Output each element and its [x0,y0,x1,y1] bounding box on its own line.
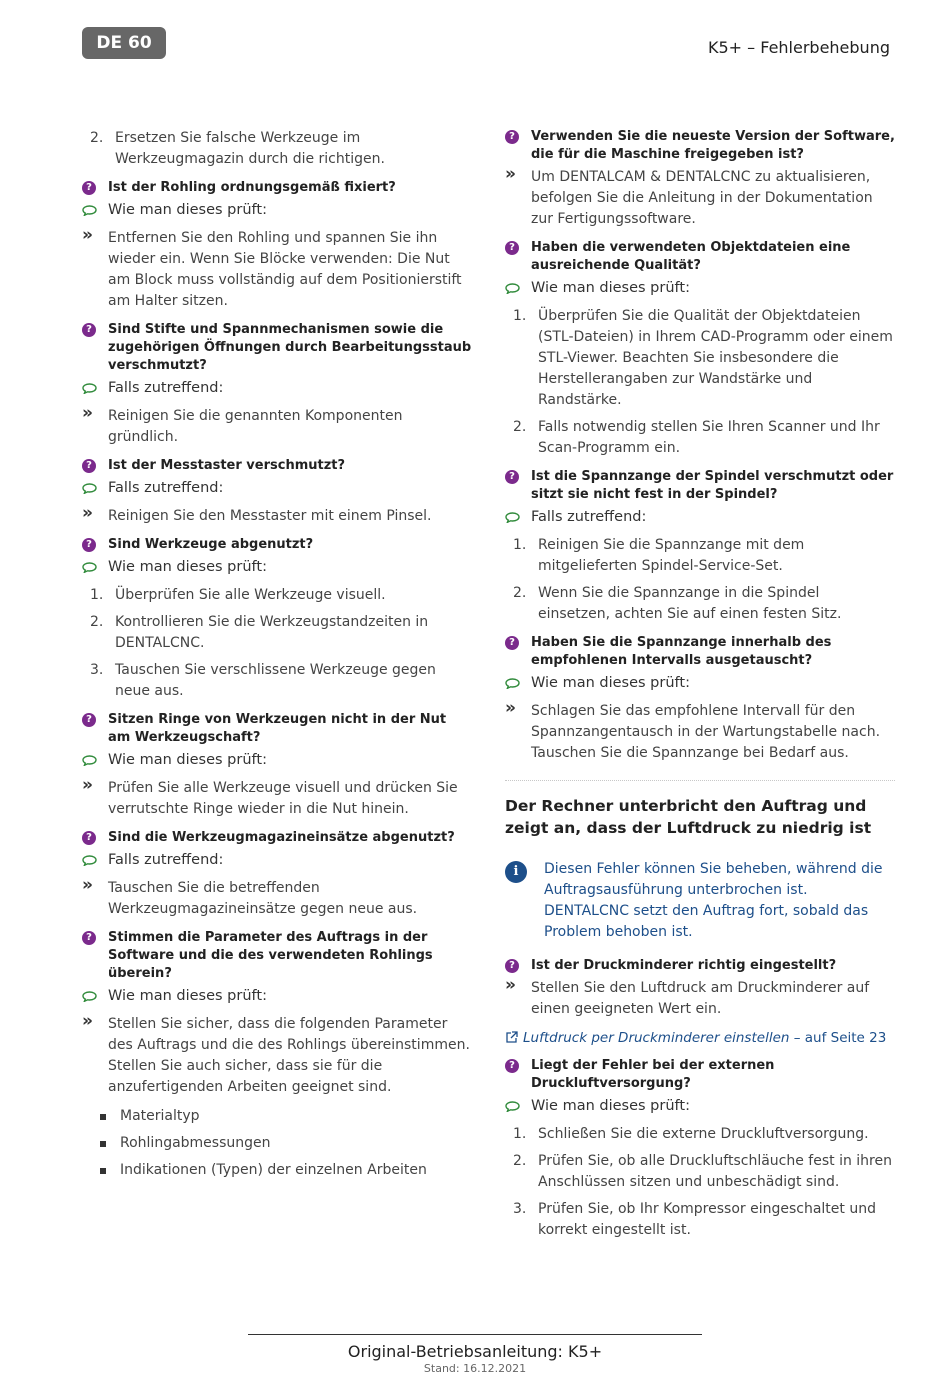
double-chevron-icon: » [505,698,516,718]
step-text: Wenn Sie die Spannzange in die Spindel einsetzen, achten Sie auf einen festen Sitz. [538,585,842,622]
question-circle-icon: ? [82,931,96,945]
speech-bubble-icon [82,562,97,573]
double-chevron-icon: » [505,164,516,184]
list-item [82,585,472,606]
speech-bubble-icon [82,855,97,866]
step-number: 1. [513,537,527,553]
list-item [82,660,472,702]
speech-bubble-icon [505,512,520,523]
list-item [82,128,472,170]
step-number: 2. [513,419,527,435]
action-line [505,698,895,764]
check-line [82,478,472,498]
bullet-text: Indikationen (Typen) der einzelnen Arbeiten [120,1162,427,1178]
check-line [82,850,472,870]
question-circle-icon: ? [505,241,519,255]
step-number: 2. [90,614,104,630]
step-text: Prüfen Sie, ob Ihr Kompressor eingeschaltet und korrekt eingestellt ist. [538,1201,876,1238]
action-text: Um DENTALCAM & DENTALCNC zu aktualisieren, befolgen Sie die Anleitung in der Dokumentation zur Fertigungssoftware. [531,169,873,227]
external-link-icon [505,1031,518,1044]
question-heading [82,179,472,197]
question-heading [505,1057,895,1093]
step-number: 1. [513,308,527,324]
step-list [505,306,895,459]
check-label: Wie man dieses prüft: [108,988,267,1004]
double-chevron-icon: » [505,975,516,995]
question-circle-icon: ? [82,538,96,552]
action-line [82,403,472,448]
step-text: Schließen Sie die externe Druckluftversorgung. [538,1126,869,1142]
question-heading [82,929,472,983]
question-heading [505,128,895,164]
step-number: 2. [513,585,527,601]
step-text: Überprüfen Sie alle Werkzeuge visuell. [115,587,386,603]
question-text: Liegt der Fehler bei der externen Druckluftversorgung? [531,1058,775,1091]
question-heading [82,829,472,847]
check-label: Falls zutreffend: [108,380,224,396]
question-circle-icon: ? [505,636,519,650]
question-heading [505,468,895,504]
check-label: Falls zutreffend: [108,852,224,868]
question-text: Ist der Messtaster verschmutzt? [108,458,346,473]
action-text: Entfernen Sie den Rohling und spannen Sie ihn wieder ein. Wenn Sie Blöcke verwenden: Die Nut am Block muss vollständig auf dem Positionierstift am Halter sitzen. [108,230,462,309]
double-chevron-icon: » [82,403,93,423]
bullet-text: Materialtyp [120,1108,200,1124]
action-line [82,225,472,312]
question-circle-icon: ? [82,181,96,195]
question-text: Verwenden Sie die neueste Version der Software, die für die Maschine freigegeben ist? [531,129,895,162]
step-list [82,585,472,702]
question-circle-icon: ? [505,470,519,484]
check-label: Falls zutreffend: [108,480,224,496]
step-number: 3. [90,662,104,678]
action-line [82,1011,472,1098]
check-label: Wie man dieses prüft: [108,752,267,768]
question-heading [82,457,472,475]
double-chevron-icon: » [82,225,93,245]
footer-divider [248,1334,702,1335]
speech-bubble-icon [82,383,97,394]
list-item [82,1106,472,1127]
action-line [82,875,472,920]
action-text: Prüfen Sie alle Werkzeuge visuell und drücken Sie verrutschte Ringe wieder in die Nut hinein. [108,780,458,817]
step-text: Prüfen Sie, ob alle Druckluftschläuche fest in ihren Anschlüssen sitzen und unbeschädigt sind. [538,1153,892,1190]
action-line [82,775,472,820]
check-line [505,673,895,693]
speech-bubble-icon [505,678,520,689]
right-column [505,128,895,1247]
question-heading [505,634,895,670]
check-line [505,1096,895,1116]
double-chevron-icon: » [82,1011,93,1031]
bullet-square-icon [100,1141,106,1147]
check-label: Wie man dieses prüft: [531,675,690,691]
speech-bubble-icon [505,283,520,294]
question-circle-icon: ? [82,323,96,337]
step-number: 3. [513,1201,527,1217]
step-number: 1. [513,1126,527,1142]
list-item [505,1124,895,1145]
list-item [505,583,895,625]
check-label: Wie man dieses prüft: [531,1098,690,1114]
step-number: 2. [513,1153,527,1169]
speech-bubble-icon [82,755,97,766]
left-column [82,128,472,1187]
speech-bubble-icon [82,483,97,494]
question-text: Ist der Druckminderer richtig eingestellt? [531,958,837,973]
question-text: Ist der Rohling ordnungsgemäß fixiert? [108,180,396,195]
step-number: 2. [90,130,104,146]
info-text: Diesen Fehler können Sie beheben, während die Auftragsausführung unterbrochen ist. DENTALCNC setzt den Auftrag fort, sobald das Problem behoben ist. [544,861,883,940]
step-list [505,535,895,625]
question-heading [505,239,895,275]
check-line [82,986,472,1006]
question-text: Sind Stifte und Spannmechanismen sowie die zugehörigen Öffnungen durch Bearbeitungsstaub verschmutzt? [108,322,472,373]
question-text: Haben Sie die Spannzange innerhalb des empfohlenen Intervalls ausgetauscht? [531,635,832,668]
question-text: Haben die verwendeten Objektdateien eine ausreichende Qualität? [531,240,851,273]
step-text: Falls notwendig stellen Sie Ihren Scanner und Ihr Scan-Programm ein. [538,419,880,456]
question-heading [82,711,472,747]
list-item [505,1199,895,1241]
intro-step-list [82,128,472,170]
action-line [505,164,895,230]
page-number-badge: DE 60 [82,27,166,59]
bullet-list [82,1106,472,1181]
double-chevron-icon: » [82,775,93,795]
question-text: Ist die Spannzange der Spindel verschmutzt oder sitzt sie nicht fest in der Spindel? [531,469,894,502]
action-text: Stellen Sie sicher, dass die folgenden Parameter des Auftrags und die des Rohlings übereinstimmen. Stellen Sie auch sicher, dass sie für die anzufertigenden Arbeiten geeignet sind. [108,1016,470,1095]
list-item [505,535,895,577]
cross-reference-link[interactable] [505,1028,895,1048]
action-text: Reinigen Sie die genannten Komponenten gründlich. [108,408,403,445]
footer-title: Original-Betriebsanleitung: K5+ [347,1342,603,1361]
action-text: Tauschen Sie die betreffenden Werkzeugmagazineinsätze gegen neue aus. [108,880,418,917]
question-circle-icon: ? [505,1059,519,1073]
question-circle-icon: ? [82,459,96,473]
list-item [505,417,895,459]
header-section-title: K5+ – Fehlerbehebung [707,38,890,57]
link-text[interactable]: Luftdruck per Druckminderer einstellen [523,1030,790,1046]
question-heading [82,536,472,554]
step-text: Tauschen Sie verschlissene Werkzeuge gegen neue aus. [115,662,436,699]
question-heading [82,321,472,375]
question-circle-icon: ? [505,130,519,144]
list-item [505,306,895,411]
list-item [82,612,472,654]
list-item [82,1133,472,1154]
bullet-square-icon [100,1114,106,1120]
action-text: Schlagen Sie das empfohlene Intervall für den Spannzangentausch in der Wartungstabelle nach. Tauschen Sie die Spannzange bei Bedarf aus. [531,703,881,761]
question-circle-icon: ? [82,831,96,845]
step-text: Überprüfen Sie die Qualität der Objektdateien (STL-Dateien) in Ihrem CAD-Programm oder einem STL-Viewer. Beachten Sie insbesondere die Herstellerangaben zur Wandstärke und Randstärke. [538,308,893,408]
question-text: Sind Werkzeuge abgenutzt? [108,537,314,552]
list-item [82,1160,472,1181]
step-text: Reinigen Sie die Spannzange mit dem mitgelieferten Spindel-Service-Set. [538,537,805,574]
footer-date: Stand: 16.12.2021 [423,1362,527,1375]
step-number: 1. [90,587,104,603]
speech-bubble-icon [82,991,97,1002]
check-label: Wie man dieses prüft: [108,559,267,575]
info-circle-icon: i [505,861,527,883]
double-chevron-icon: » [82,503,93,523]
bullet-text: Rohlingabmessungen [120,1135,271,1151]
step-text: Ersetzen Sie falsche Werkzeuge im Werkzeugmagazin durch die richtigen. [115,130,385,167]
check-label: Wie man dieses prüft: [531,280,690,296]
question-text: Stimmen die Parameter des Auftrags in der Software und die des verwendeten Rohlings überein? [108,930,433,981]
check-line [505,507,895,527]
section-divider [505,780,895,781]
double-chevron-icon: » [82,875,93,895]
action-line [82,503,472,527]
question-circle-icon: ? [505,959,519,973]
step-list [505,1124,895,1241]
question-text: Sitzen Ringe von Werkzeugen nicht in der Nut am Werkzeugschaft? [108,712,447,745]
question-heading [505,957,895,975]
action-text: Stellen Sie den Luftdruck am Druckminderer auf einen geeigneten Wert ein. [531,980,870,1017]
question-text: Sind die Werkzeugmagazineinsätze abgenutzt? [108,830,455,845]
list-item [505,1151,895,1193]
speech-bubble-icon [82,205,97,216]
step-text: Kontrollieren Sie die Werkzeugstandzeiten in DENTALCNC. [115,614,429,651]
section-heading: Der Rechner unterbricht den Auftrag und zeigt an, dass der Luftdruck zu niedrig ist [505,797,872,837]
check-line [82,200,472,220]
question-circle-icon: ? [82,713,96,727]
check-label: Wie man dieses prüft: [108,202,267,218]
speech-bubble-icon [505,1101,520,1112]
link-page-ref[interactable]: – auf Seite 23 [789,1030,887,1046]
check-line [82,378,472,398]
check-label: Falls zutreffend: [531,509,647,525]
check-line [82,750,472,770]
info-note [505,859,895,943]
check-line [82,557,472,577]
action-text: Reinigen Sie den Messtaster mit einem Pinsel. [108,508,432,524]
action-line [505,975,895,1020]
check-line [505,278,895,298]
bullet-square-icon [100,1168,106,1174]
